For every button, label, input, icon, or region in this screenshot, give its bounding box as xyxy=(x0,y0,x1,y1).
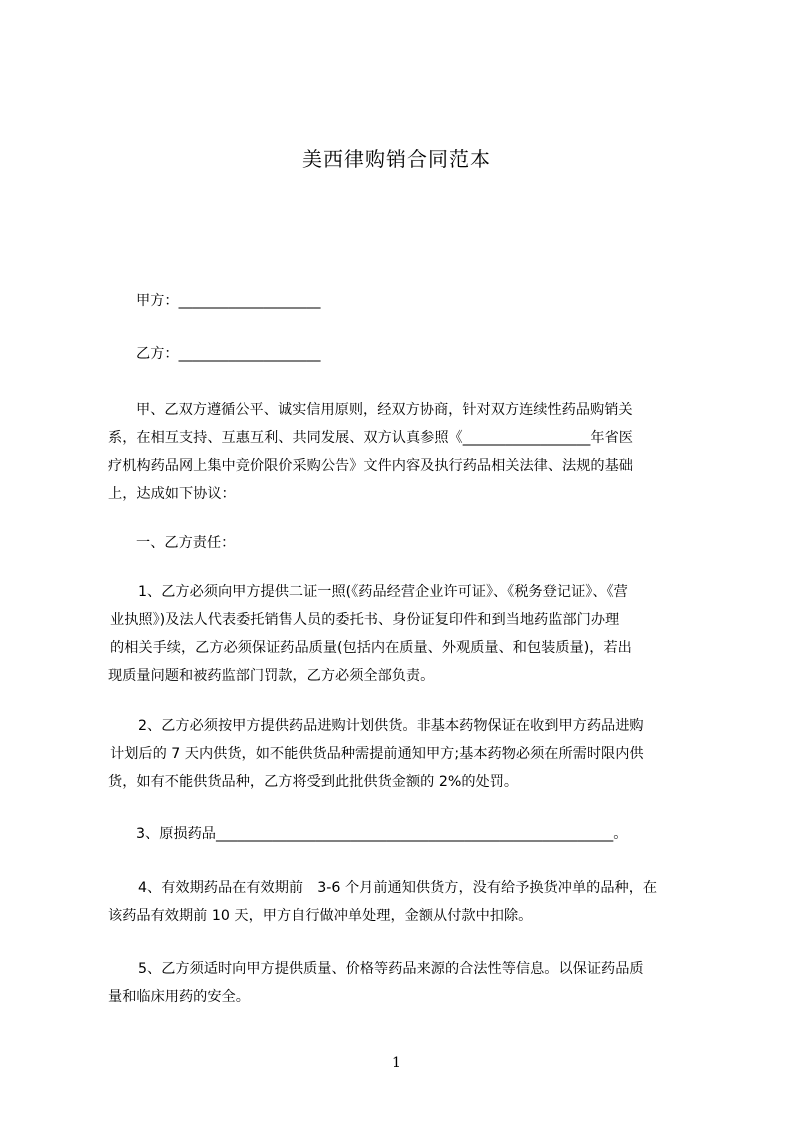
section-heading: 一、乙方责任： xyxy=(136,535,236,551)
clause-4-line: 4、有效期药品在有效期前 3-6 个月前通知供货方，没有给予换货冲单的品种，在 xyxy=(138,880,658,896)
clause-3-line: 3、原损药品________________________________________________________。 xyxy=(136,826,628,842)
party-b-line: 乙方：____________________ xyxy=(136,346,321,362)
clause-1-line: 现质量问题和被药监部门罚款，乙方必须全部负责。 xyxy=(108,668,435,684)
clause-1-line: 1、乙方必须向甲方提供二证一照(《药品经营企业许可证》、《税务登记证》、《营 xyxy=(138,584,628,600)
preamble-line: 甲、乙双方遵循公平、诚实信用原则，经双方协商，针对双方连续性药品购销关 xyxy=(136,402,633,418)
preamble-line: 系，在相互支持、互惠互利、共同发展、双方认真参照《__________________年省医 xyxy=(108,430,633,446)
clause-1-line: 的相关手续，乙方必须保证药品质量(包括内在质量、外观质量、和包装质量)，若出 xyxy=(110,640,632,656)
party-a-line: 甲方：____________________ xyxy=(136,293,321,309)
clause-2-line: 货，如有不能供货品种，乙方将受到此批供货金额的 2%的处罚。 xyxy=(108,774,519,790)
clause-5-line: 5、乙方须适时向甲方提供质量、价格等药品来源的合法性等信息。以保证药品质 xyxy=(138,961,644,977)
clause-2-line: 计划后的 7 天内供货，如不能供货品种需提前通知甲方;基本药物必须在所需时限内供 xyxy=(110,746,644,762)
page-number: 1 xyxy=(392,1055,401,1071)
clause-4-line: 该药品有效期前 10 天，甲方自行做冲单处理，金额从付款中扣除。 xyxy=(108,908,533,924)
preamble-line: 上，达成如下协议： xyxy=(108,486,236,502)
clause-5-line: 量和临床用药的安全。 xyxy=(108,989,250,1005)
document-title: 美西律购销合同范本 xyxy=(302,147,491,171)
clause-1-line: 业执照》)及法人代表委托销售人员的委托书、身份证复印件和到当地药监部门办理 xyxy=(110,612,620,628)
clause-2-line: 2、乙方必须按甲方提供药品进购计划供货。非基本药物保证在收到甲方药品进购 xyxy=(138,718,644,734)
preamble-line: 疗机构药品网上集中竞价限价采购公告》文件内容及执行药品相关法律、法规的基础 xyxy=(108,458,633,474)
